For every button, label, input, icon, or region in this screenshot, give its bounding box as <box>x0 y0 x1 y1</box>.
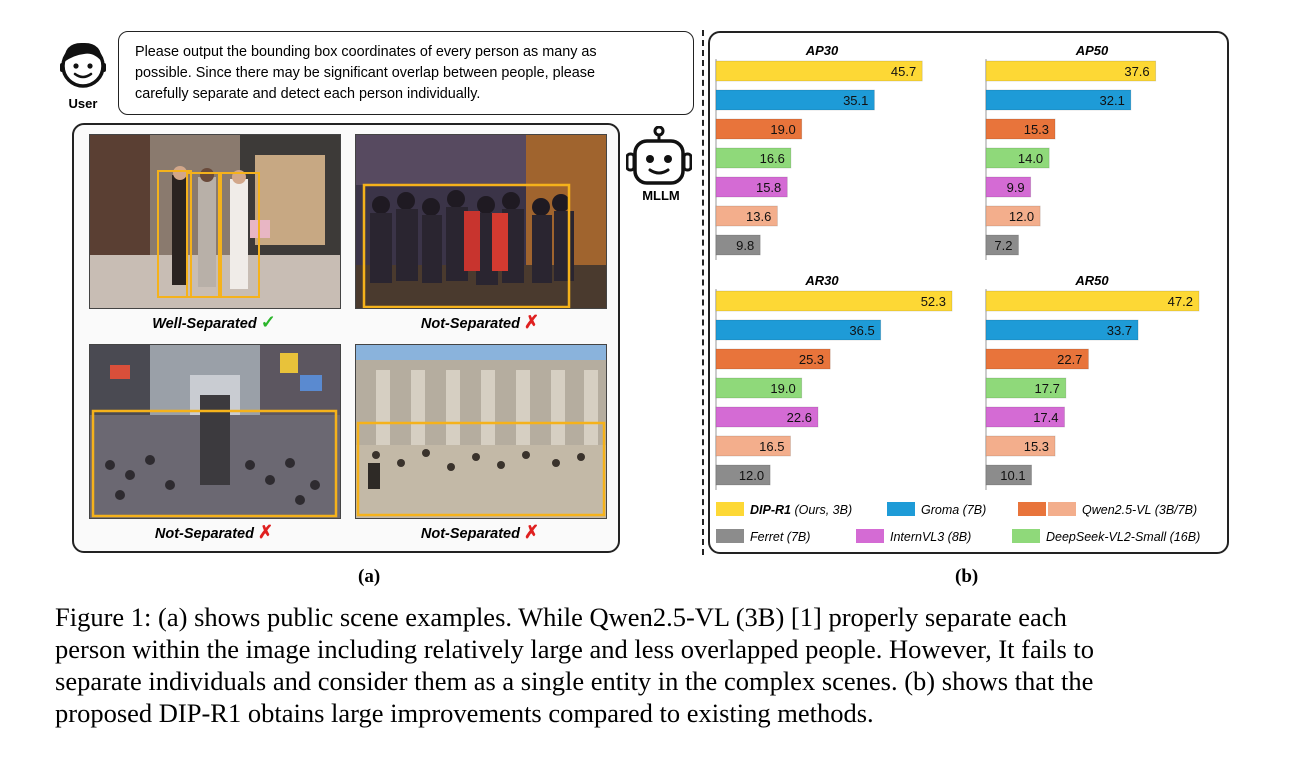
prompt-line: carefully separate and detect each person individually. <box>135 86 481 102</box>
legend-label-bold: DIP-R1 <box>750 503 791 517</box>
legend-item-groma <box>887 502 986 517</box>
bar-value-label: 22.7 <box>1057 352 1083 367</box>
bar-value-label: 14.0 <box>1017 151 1044 166</box>
bar-value-label: 12.0 <box>738 468 765 483</box>
panel-label-b: (b) <box>955 566 979 587</box>
legend-swatch <box>1048 502 1076 516</box>
scene-caption <box>355 522 605 543</box>
robot-icon <box>626 126 692 188</box>
check-icon: ✓ <box>260 312 276 332</box>
legend-label: Groma (7B) <box>921 503 987 517</box>
chart-title: AP30 <box>805 43 839 58</box>
scene-caption-text: Well-Separated <box>152 316 257 332</box>
bar-value-label: 35.1 <box>843 93 869 108</box>
chart-title: AR30 <box>805 273 839 288</box>
prompt-line: Please output the bounding box coordinates of every person as many as <box>135 44 597 60</box>
legend-swatch <box>1012 529 1040 543</box>
bar-value-label: 47.2 <box>1167 294 1193 309</box>
scene-photo-plaza <box>355 344 607 519</box>
panel-label-a: (a) <box>358 566 381 587</box>
scene-caption-text: Not-Separated <box>420 526 520 542</box>
bar-value-label: 15.3 <box>1023 439 1050 454</box>
bar <box>716 291 952 311</box>
legend-swatch <box>716 529 744 543</box>
bar-value-label: 37.6 <box>1124 64 1150 79</box>
legend-swatch <box>716 502 744 516</box>
bar-value-label: 16.6 <box>759 151 785 166</box>
legend-item-internvl <box>856 529 971 544</box>
bar-value-label: 15.8 <box>755 180 782 195</box>
legend-swatch <box>856 529 884 543</box>
bar-value-label: 12.0 <box>1008 209 1035 224</box>
bar-value-label: 10.1 <box>1000 468 1026 483</box>
scene-caption-text: Not-Separated <box>154 526 254 542</box>
bar-value-label: 52.3 <box>920 294 946 309</box>
bar-value-label: 32.1 <box>1099 93 1125 108</box>
chart-title: AP50 <box>1075 43 1109 58</box>
bar-value-label: 17.7 <box>1034 381 1060 396</box>
legend-item-deepseek <box>1012 529 1200 544</box>
legend-label: Qwen2.5-VL (3B/7B) <box>1082 503 1198 517</box>
panel-divider <box>702 30 704 555</box>
bar-value-label: 33.7 <box>1106 323 1133 338</box>
scene-caption <box>89 312 339 333</box>
legend-item-qwen <box>1018 502 1197 517</box>
bar-value-label: 13.6 <box>746 209 772 224</box>
scene-caption <box>355 312 605 333</box>
scene-photo-shopping <box>89 134 341 309</box>
bar-value-label: 25.3 <box>798 352 825 367</box>
cross-icon: ✗ <box>524 312 540 332</box>
scene-photo-times-square <box>89 344 341 519</box>
chart-title: AR50 <box>1075 273 1109 288</box>
bar-value-label: 45.7 <box>890 64 917 79</box>
cross-icon: ✗ <box>524 522 540 542</box>
caption-line: person within the image including relatively large and less overlapped people. However, It fails to <box>55 634 1094 664</box>
caption-line: proposed DIP-R1 obtains large improvements compared to existing methods. <box>55 698 874 728</box>
bar-value-label: 17.4 <box>1033 410 1059 425</box>
bar-value-label: 16.5 <box>759 439 785 454</box>
bar-value-label: 7.2 <box>994 238 1013 253</box>
legend <box>716 502 1226 550</box>
bar-value-label: 15.3 <box>1023 122 1050 137</box>
caption-line: Figure 1: (a) shows public scene examples. While Qwen2.5-VL (3B) [1] properly separate each <box>55 602 1067 632</box>
mllm-label: MLLM <box>642 188 680 203</box>
bar-value-label: 22.6 <box>786 410 812 425</box>
legend-swatch <box>1018 502 1046 516</box>
bar-value-label: 9.9 <box>1006 180 1025 195</box>
scene-photo-crowd <box>355 134 607 309</box>
user-icon <box>58 38 108 92</box>
legend-item-ferret <box>716 529 810 544</box>
legend-label: DeepSeek-VL2-Small (16B) <box>1046 530 1201 544</box>
bar-charts <box>708 31 1229 554</box>
legend-item-dip <box>716 502 852 517</box>
bar-value-label: 36.5 <box>849 323 875 338</box>
figure-caption <box>55 601 1245 729</box>
scene-caption <box>89 522 339 543</box>
bar-value-label: 19.0 <box>770 381 796 396</box>
legend-label: (Ours, 3B) <box>790 503 853 517</box>
legend-swatch <box>887 502 915 516</box>
caption-line: separate individuals and consider them as a single entity in the complex scenes. (b) shows that the <box>55 666 1094 696</box>
user-label: User <box>68 96 98 111</box>
legend-label: Ferret (7B) <box>750 530 811 544</box>
prompt-box <box>118 31 694 115</box>
bar-value-label: 9.8 <box>736 238 755 253</box>
legend-label: InternVL3 (8B) <box>890 530 972 544</box>
prompt-line: possible. Since there may be significant overlap between people, please <box>135 65 595 81</box>
cross-icon: ✗ <box>258 522 274 542</box>
scene-caption-text: Not-Separated <box>420 316 520 332</box>
bar-value-label: 19.0 <box>770 122 796 137</box>
